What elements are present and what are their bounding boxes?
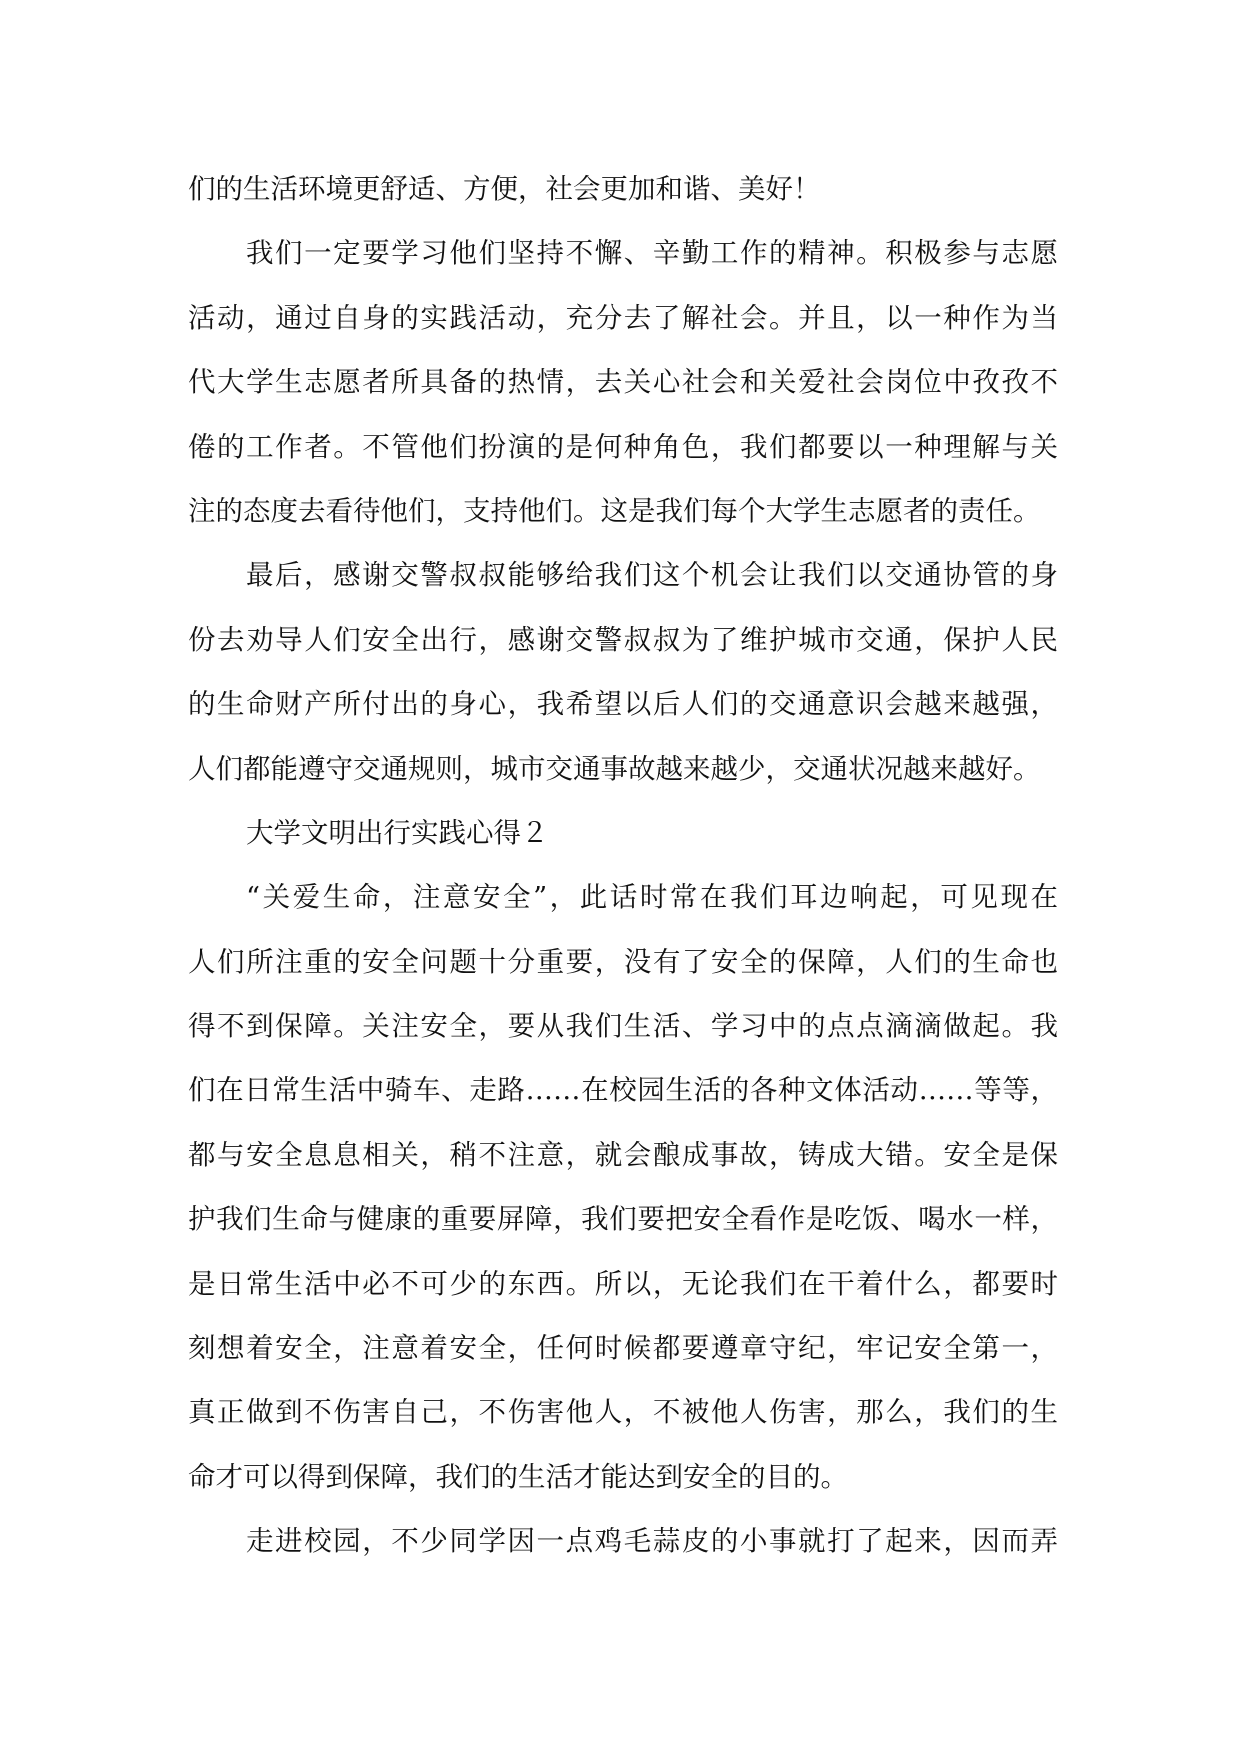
document-body [188,157,1058,1574]
text-line: 份去劝导人们安全出行，感谢交警叔叔为了维护城市交通，保护人民 [188,623,1058,656]
section-heading: 大学文明出行实践心得２ [246,816,549,849]
text-line: 得不到保障。关注安全，要从我们生活、学习中的点点滴滴做起。我 [188,1010,1058,1043]
text-line: 活动，通过自身的实践活动，充分去了解社会。并且，以一种作为当 [188,301,1058,334]
text-line: 是日常生活中必不可少的东西。所以，无论我们在干着什么，都要时 [188,1267,1058,1300]
text-line: 刻想着安全，注意着安全，任何时候都要遵章守纪，牢记安全第一， [188,1332,1058,1365]
text-line: 倦的工作者。不管他们扮演的是何种角色，我们都要以一种理解与关 [188,430,1058,463]
text-line: 们在日常生活中骑车、走路……在校园生活的各种文体活动……等等， [188,1074,1058,1107]
paragraph-first-line: “关爱生命，注意安全”，此话时常在我们耳边响起，可见现在 [246,881,1058,914]
text-line: 命才可以得到保障，我们的生活才能达到安全的目的。 [188,1460,848,1493]
paragraph-first-line: 我们一定要学习他们坚持不懈、辛勤工作的精神。积极参与志愿 [246,237,1058,270]
text-line: 们的生活环境更舒适、方便，社会更加和谐、美好！ [188,173,821,205]
text-line: 护我们生命与健康的重要屏障，我们要把安全看作是吃饭、喝水一样， [188,1203,1058,1236]
text-line: 代大学生志愿者所具备的热情，去关心社会和关爱社会岗位中孜孜不 [188,366,1058,399]
paragraph-first-line: 走进校园，不少同学因一点鸡毛蒜皮的小事就打了起来，因而弄 [246,1525,1058,1558]
text-line: 人们都能遵守交通规则，城市交通事故越来越少，交通状况越来越好。 [188,752,1041,785]
text-line: 都与安全息息相关，稍不注意，就会酿成事故，铸成大错。安全是保 [188,1138,1058,1171]
text-line: 的生命财产所付出的身心，我希望以后人们的交通意识会越来越强， [188,688,1058,721]
text-line: 人们所注重的安全问题十分重要，没有了安全的保障，人们的生命也 [188,945,1058,978]
paragraph-first-line: 最后，感谢交警叔叔能够给我们这个机会让我们以交通协管的身 [246,559,1058,592]
text-line: 注的态度去看待他们，支持他们。这是我们每个大学生志愿者的责任。 [188,494,1041,527]
text-line: 真正做到不伤害自己，不伤害他人，不被他人伤害，那么，我们的生 [188,1396,1058,1429]
